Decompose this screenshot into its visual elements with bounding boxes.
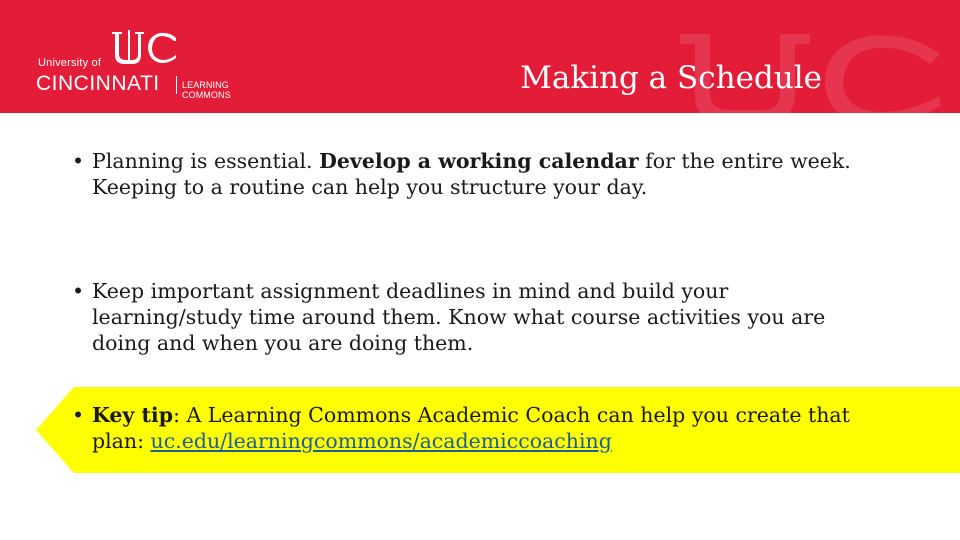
- header-banner: [0, 0, 960, 113]
- slide-title: Making a Schedule: [520, 60, 822, 96]
- bullet-planning-bold: Develop a working calendar: [319, 149, 639, 173]
- bullet-deadlines-text: Keep important assignment deadlines in mind and build your learning/study time around them. Know what course activities you are doing and when you are doing them.: [92, 279, 826, 355]
- logo-learning-commons-text: LEARNING COMMONS: [182, 80, 231, 100]
- logo-divider: [176, 76, 177, 94]
- logo-cincinnati-text: CINCINNATI: [36, 72, 160, 95]
- bullet-dot: •: [72, 279, 85, 303]
- bullet-planning-pre: Planning is essential.: [92, 149, 320, 173]
- bullet-key-tip: [72, 402, 872, 454]
- bullet-planning-post: for the entire week. Keeping to a routine can help you structure your day.: [92, 149, 851, 199]
- uc-logo-icon: [106, 30, 190, 66]
- logo-university-text: University of: [38, 57, 102, 69]
- bullet-key-tip-bold: Key tip: [92, 403, 174, 427]
- academic-coaching-link[interactable]: uc.edu/learningcommons/academiccoaching: [150, 429, 612, 453]
- university-logo: [30, 30, 280, 100]
- bullet-dot: •: [72, 403, 85, 427]
- bullet-planning: [72, 148, 872, 200]
- bullet-dot: •: [72, 149, 85, 173]
- bullet-key-tip-text: : A Learning Commons Academic Coach can help you create that plan:: [92, 403, 850, 453]
- bullet-deadlines: [72, 278, 872, 356]
